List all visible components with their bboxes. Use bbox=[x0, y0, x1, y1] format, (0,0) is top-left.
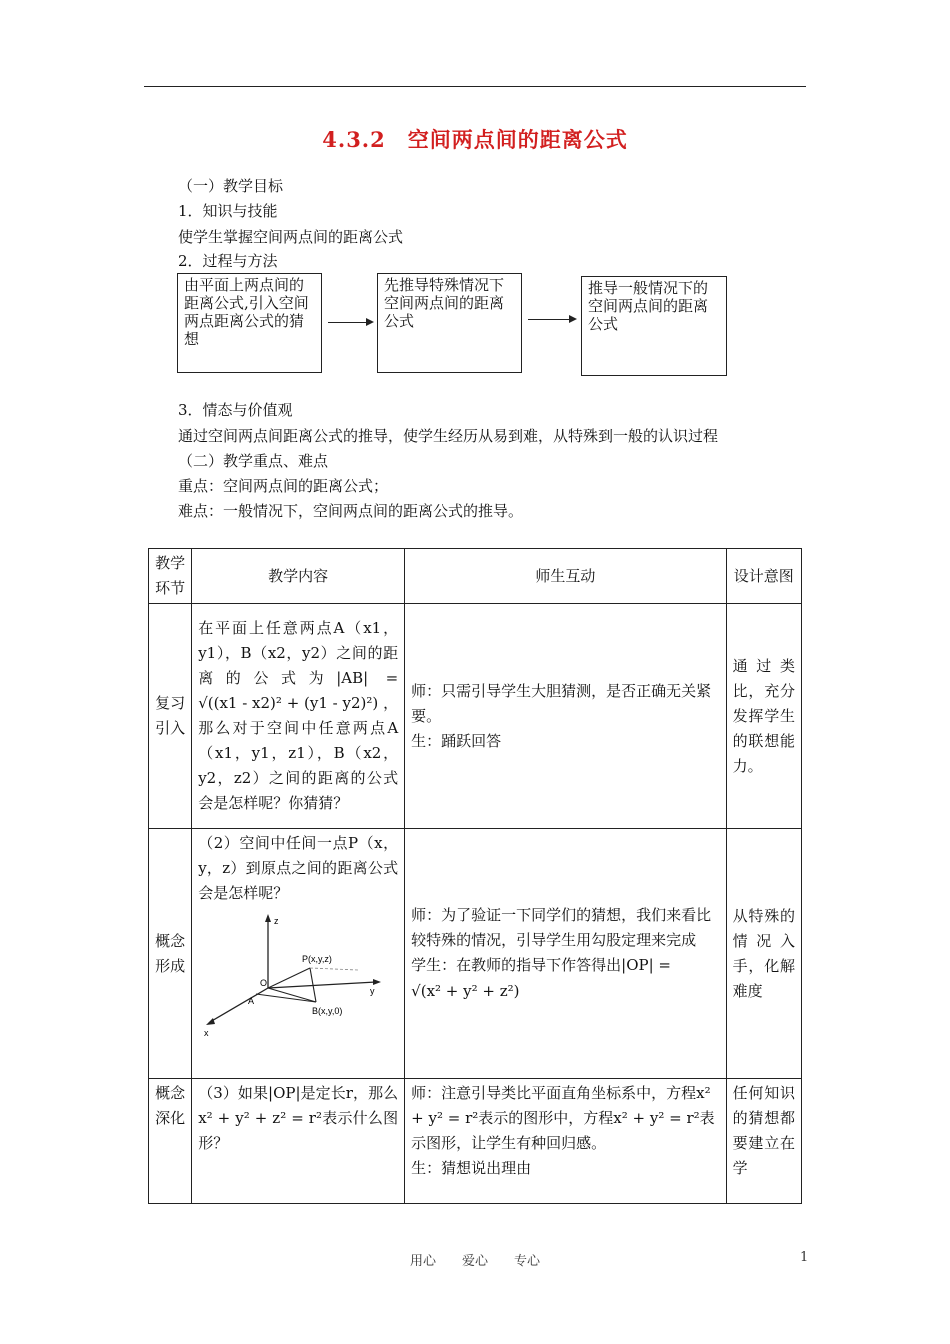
label-b: B(x,y,0) bbox=[312, 1006, 343, 1016]
row2-op-formula: √(x² + y² + z²) bbox=[411, 981, 520, 1000]
y-axis bbox=[268, 982, 376, 988]
row2-interaction bbox=[405, 829, 726, 1079]
row1-content-a: 在平面上任意两点A（x1，y1），B（x2，y2）之间的距离的公式为|AB| = bbox=[198, 618, 399, 687]
table-header-row bbox=[149, 549, 802, 604]
row3-content: （3）如果|OP|是定长r，那么x² + y² + z² = r²表示什么图形？ bbox=[192, 1079, 405, 1204]
segment-op bbox=[268, 968, 310, 988]
row2-content-a: （2）空间中任间一点P（x，y，z）到原点之间的距离公式会是怎样呢？ bbox=[198, 834, 399, 902]
label-z: z bbox=[274, 916, 279, 926]
row1-interaction: 师：只需引导学生大胆猜测，是否正确无关紧要。 生：踊跃回答 bbox=[405, 604, 726, 829]
header-intent: 设计意图 bbox=[726, 549, 801, 604]
difficulty-text: 难点：一般情况下，空间两点间的距离公式的推导。 bbox=[178, 502, 524, 520]
goal1-text: 使学生掌握空间两点间的距离公式 bbox=[178, 228, 404, 246]
x-axis-arrowhead bbox=[206, 1018, 215, 1025]
goal1-heading: 1．知识与技能 bbox=[178, 202, 278, 220]
table-row bbox=[149, 604, 802, 829]
flow-box-3: 推导一般情况下的空间两点间的距离公式 bbox=[581, 276, 727, 376]
page-number: 1 bbox=[800, 1250, 809, 1265]
row2-intent: 从特殊的情况入手，化解难度 bbox=[726, 829, 801, 1079]
table-row bbox=[149, 829, 802, 1079]
label-o: O bbox=[260, 978, 268, 988]
header-interaction: 师生互动 bbox=[405, 549, 726, 604]
row2-content bbox=[192, 829, 405, 1079]
row1-distance-formula: √((x1 - x2)² + (y1 - y2)²) bbox=[198, 694, 379, 713]
row2-interaction-b: 学生：在教师的指导下作答得出|OP| = bbox=[411, 956, 671, 975]
goal3-heading: 3．情态与价值观 bbox=[178, 401, 293, 419]
y-axis-arrowhead bbox=[373, 979, 381, 985]
table-row bbox=[149, 1079, 802, 1204]
row3-interaction: 师：注意引导类比平面直角坐标系中，方程x² + y² = r²表示的图形中，方程x² + y² = r²表示图形，让学生有种回归感。 生：猜想说出理由 bbox=[405, 1079, 726, 1204]
section-heading-objectives: （一）教学目标 bbox=[178, 177, 284, 195]
segment-ob bbox=[268, 988, 316, 1002]
row1-intent: 通过类比，充分发挥学生的联想能力。 bbox=[726, 604, 801, 829]
coordinate-axes-figure bbox=[198, 910, 388, 1040]
row1-stage: 复习引入 bbox=[149, 604, 192, 829]
row3-stage: 概念深化 bbox=[149, 1079, 192, 1204]
header-stage: 教学环节 bbox=[149, 549, 192, 604]
flow-box-1: 由平面上两点间的距离公式,引入空间两点距离公式的猜想 bbox=[177, 273, 322, 373]
key-point-text: 重点：空间两点间的距离公式； bbox=[178, 477, 389, 495]
goal3-text: 通过空间两点间距离公式的推导，使学生经历从易到难，从特殊到一般的认识过程 bbox=[178, 427, 719, 445]
header-content: 教学内容 bbox=[192, 549, 405, 604]
lesson-plan-table bbox=[148, 548, 802, 1204]
label-x: x bbox=[204, 1028, 209, 1038]
label-y: y bbox=[370, 986, 375, 996]
flow-box-2: 先推导特殊情况下空间两点间的距离公式 bbox=[377, 273, 522, 373]
flow-arrow-2 bbox=[528, 319, 575, 320]
label-a: A bbox=[248, 996, 255, 1006]
segment-ab bbox=[256, 994, 316, 1002]
row1-content bbox=[192, 604, 405, 829]
dashed-projection bbox=[310, 968, 358, 970]
row3-intent: 任何知识的猜想都要建立在学 bbox=[726, 1079, 801, 1204]
flow-arrow-1 bbox=[328, 322, 372, 323]
row2-interaction-a: 师：为了验证一下同学们的猜想，我们来看比较特殊的情况，引导学生用勾股定理来完成 bbox=[411, 906, 712, 950]
x-axis bbox=[210, 988, 268, 1022]
row1-content-b: ，那么对于空间中任意两点A（x1，y1，z1），B（x2，y2，z2）之间的距离的公式会是怎样呢？你猜猜？ bbox=[198, 693, 399, 813]
label-p: P(x,y,z) bbox=[302, 954, 333, 964]
z-axis-arrowhead bbox=[265, 914, 271, 922]
row2-stage: 概念形成 bbox=[149, 829, 192, 1079]
page-footer: 用心 爱心 专心 bbox=[409, 1254, 540, 1269]
goal2-heading: 2．过程与方法 bbox=[178, 252, 278, 270]
document-title: 4.3.2 空间两点间的距离公式 bbox=[322, 127, 628, 152]
section-heading-key-points: （二）教学重点、难点 bbox=[178, 452, 329, 470]
header-rule bbox=[144, 86, 806, 87]
